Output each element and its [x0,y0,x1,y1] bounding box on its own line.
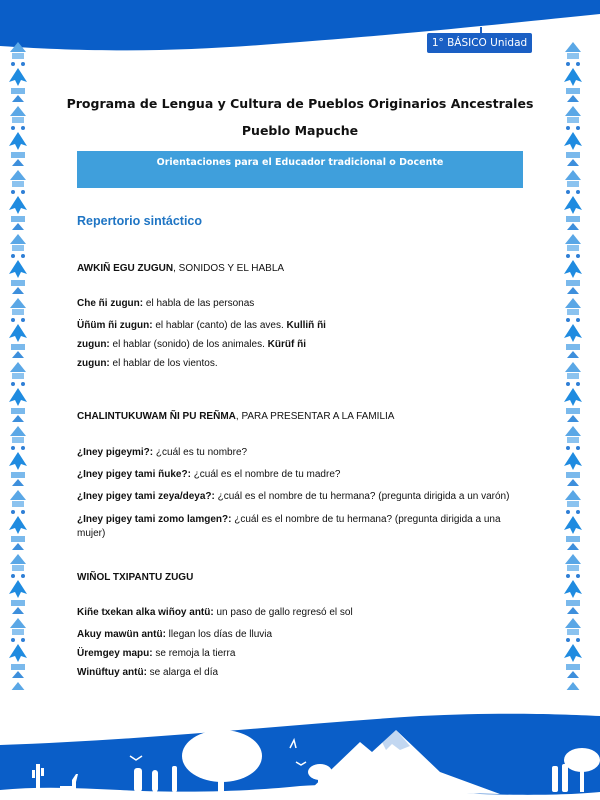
block-heading: AWKIÑ EGU ZUGUN, SONIDOS Y EL HABLA [77,263,285,274]
list-item: ¿Iney pigeymi?: ¿cuál es tu nombre? [77,447,248,458]
people-title: Pueblo Mapuche [241,123,359,138]
orientation-banner-text: Orientaciones para el Educador tradicional o Docente [156,157,444,168]
list-item: zugun: el hablar de los vientos. [77,358,218,369]
list-item: Che ñi zugun: el habla de las personas [77,298,255,309]
block-heading: WIÑOL TXIPANTU ZUGU [77,572,194,583]
list-item-continuation: mujer) [77,528,106,539]
list-item: ¿Iney pigey tami zomo lamgen?: ¿cuál es el nombre de tu hermana? (pregunta dirigida a una [77,514,501,525]
list-item: Winüftuy antü: se alarga el día [77,667,219,678]
unit-badge: 1° BÁSICO Unidad 2 [427,33,532,53]
list-item: ¿Iney pigey tami zeya/deya?: ¿cuál es el nombre de tu hermana? (pregunta dirigida a un varón) [77,491,510,502]
list-item: Akuy mawün antü: llegan los días de lluvia [77,629,273,640]
list-item: Kiñe txekan alka wiñoy antü: un paso de gallo regresó el sol [77,607,353,618]
block-heading: CHALINTUKUWAM ÑI PU REÑMA, PARA PRESENTAR A LA FAMILIA [77,411,395,422]
section-title: Repertorio sintáctico [77,214,203,228]
bottom-landscape-banner [0,690,600,800]
program-title: Programa de Lengua y Cultura de Pueblos Originarios Ancestrales [66,96,534,111]
list-item: ¿Iney pigey tami ñuke?: ¿cuál es el nombre de tu madre? [77,469,341,480]
orientation-banner [77,151,523,188]
list-item: Üremgey mapu: se remoja la tierra [77,648,236,659]
list-item: zugun: el hablar (sonido) de los animales. Kürüf ñi [77,339,306,350]
list-item: Üñüm ñi zugun: el hablar (canto) de las aves. Kulliñ ñi [77,320,326,331]
